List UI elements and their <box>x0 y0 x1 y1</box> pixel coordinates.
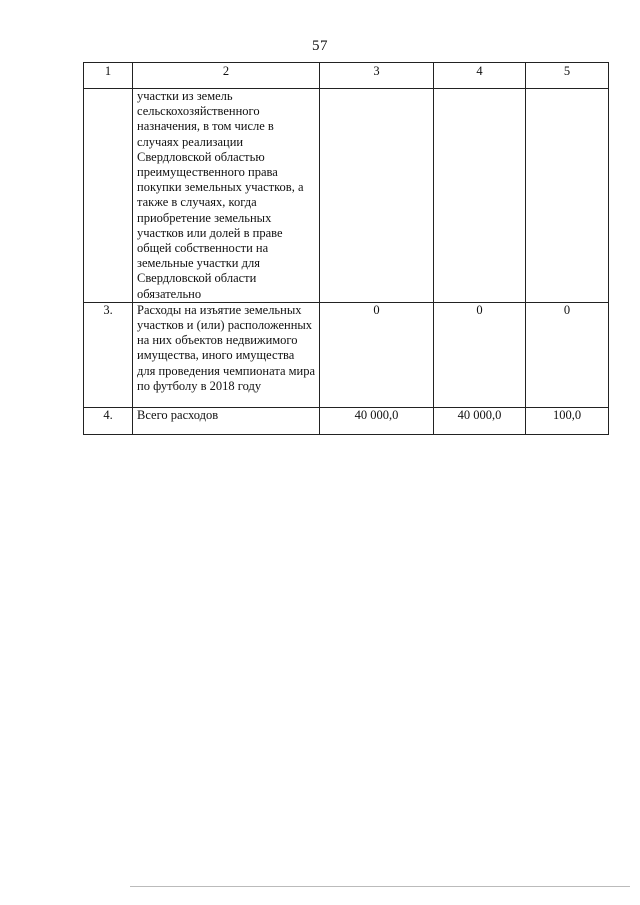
column-header: 1 <box>84 63 133 89</box>
row-number: 4. <box>84 407 133 434</box>
table-row <box>84 302 609 407</box>
row-value-col4: 40 000,0 <box>434 407 526 434</box>
row-value-col3 <box>320 89 434 303</box>
scan-edge-line <box>130 886 630 887</box>
row-number: 3. <box>84 302 133 407</box>
column-header: 5 <box>526 63 609 89</box>
row-description: участки из земель сельскохозяйственного назначения, в том числе в случаях реализации Свердловской областью преимущественного права покупки земельных участков, а также в случаях, когда приобретение земельных участков или долей в праве общей собственности на земельные участки для Свердловской области обязательно <box>133 89 320 303</box>
row-value-col4 <box>434 89 526 303</box>
column-header: 2 <box>133 63 320 89</box>
row-number <box>84 89 133 303</box>
row-value-col4: 0 <box>434 302 526 407</box>
page-number: 57 <box>312 38 328 54</box>
budget-table <box>83 62 609 435</box>
column-header: 4 <box>434 63 526 89</box>
table-row <box>84 407 609 434</box>
row-value-col3: 40 000,0 <box>320 407 434 434</box>
row-description: Расходы на изъятие земельных участков и (или) расположенных на них объектов недвижимого имущества, иного имущества для проведения чемпионата мира по футболу в 2018 году <box>133 302 320 407</box>
column-header: 3 <box>320 63 434 89</box>
row-value-col5: 100,0 <box>526 407 609 434</box>
table-header-row <box>84 63 609 89</box>
row-value-col5 <box>526 89 609 303</box>
row-value-col3: 0 <box>320 302 434 407</box>
table-row <box>84 89 609 303</box>
row-value-col5: 0 <box>526 302 609 407</box>
row-description: Всего расходов <box>133 407 320 434</box>
